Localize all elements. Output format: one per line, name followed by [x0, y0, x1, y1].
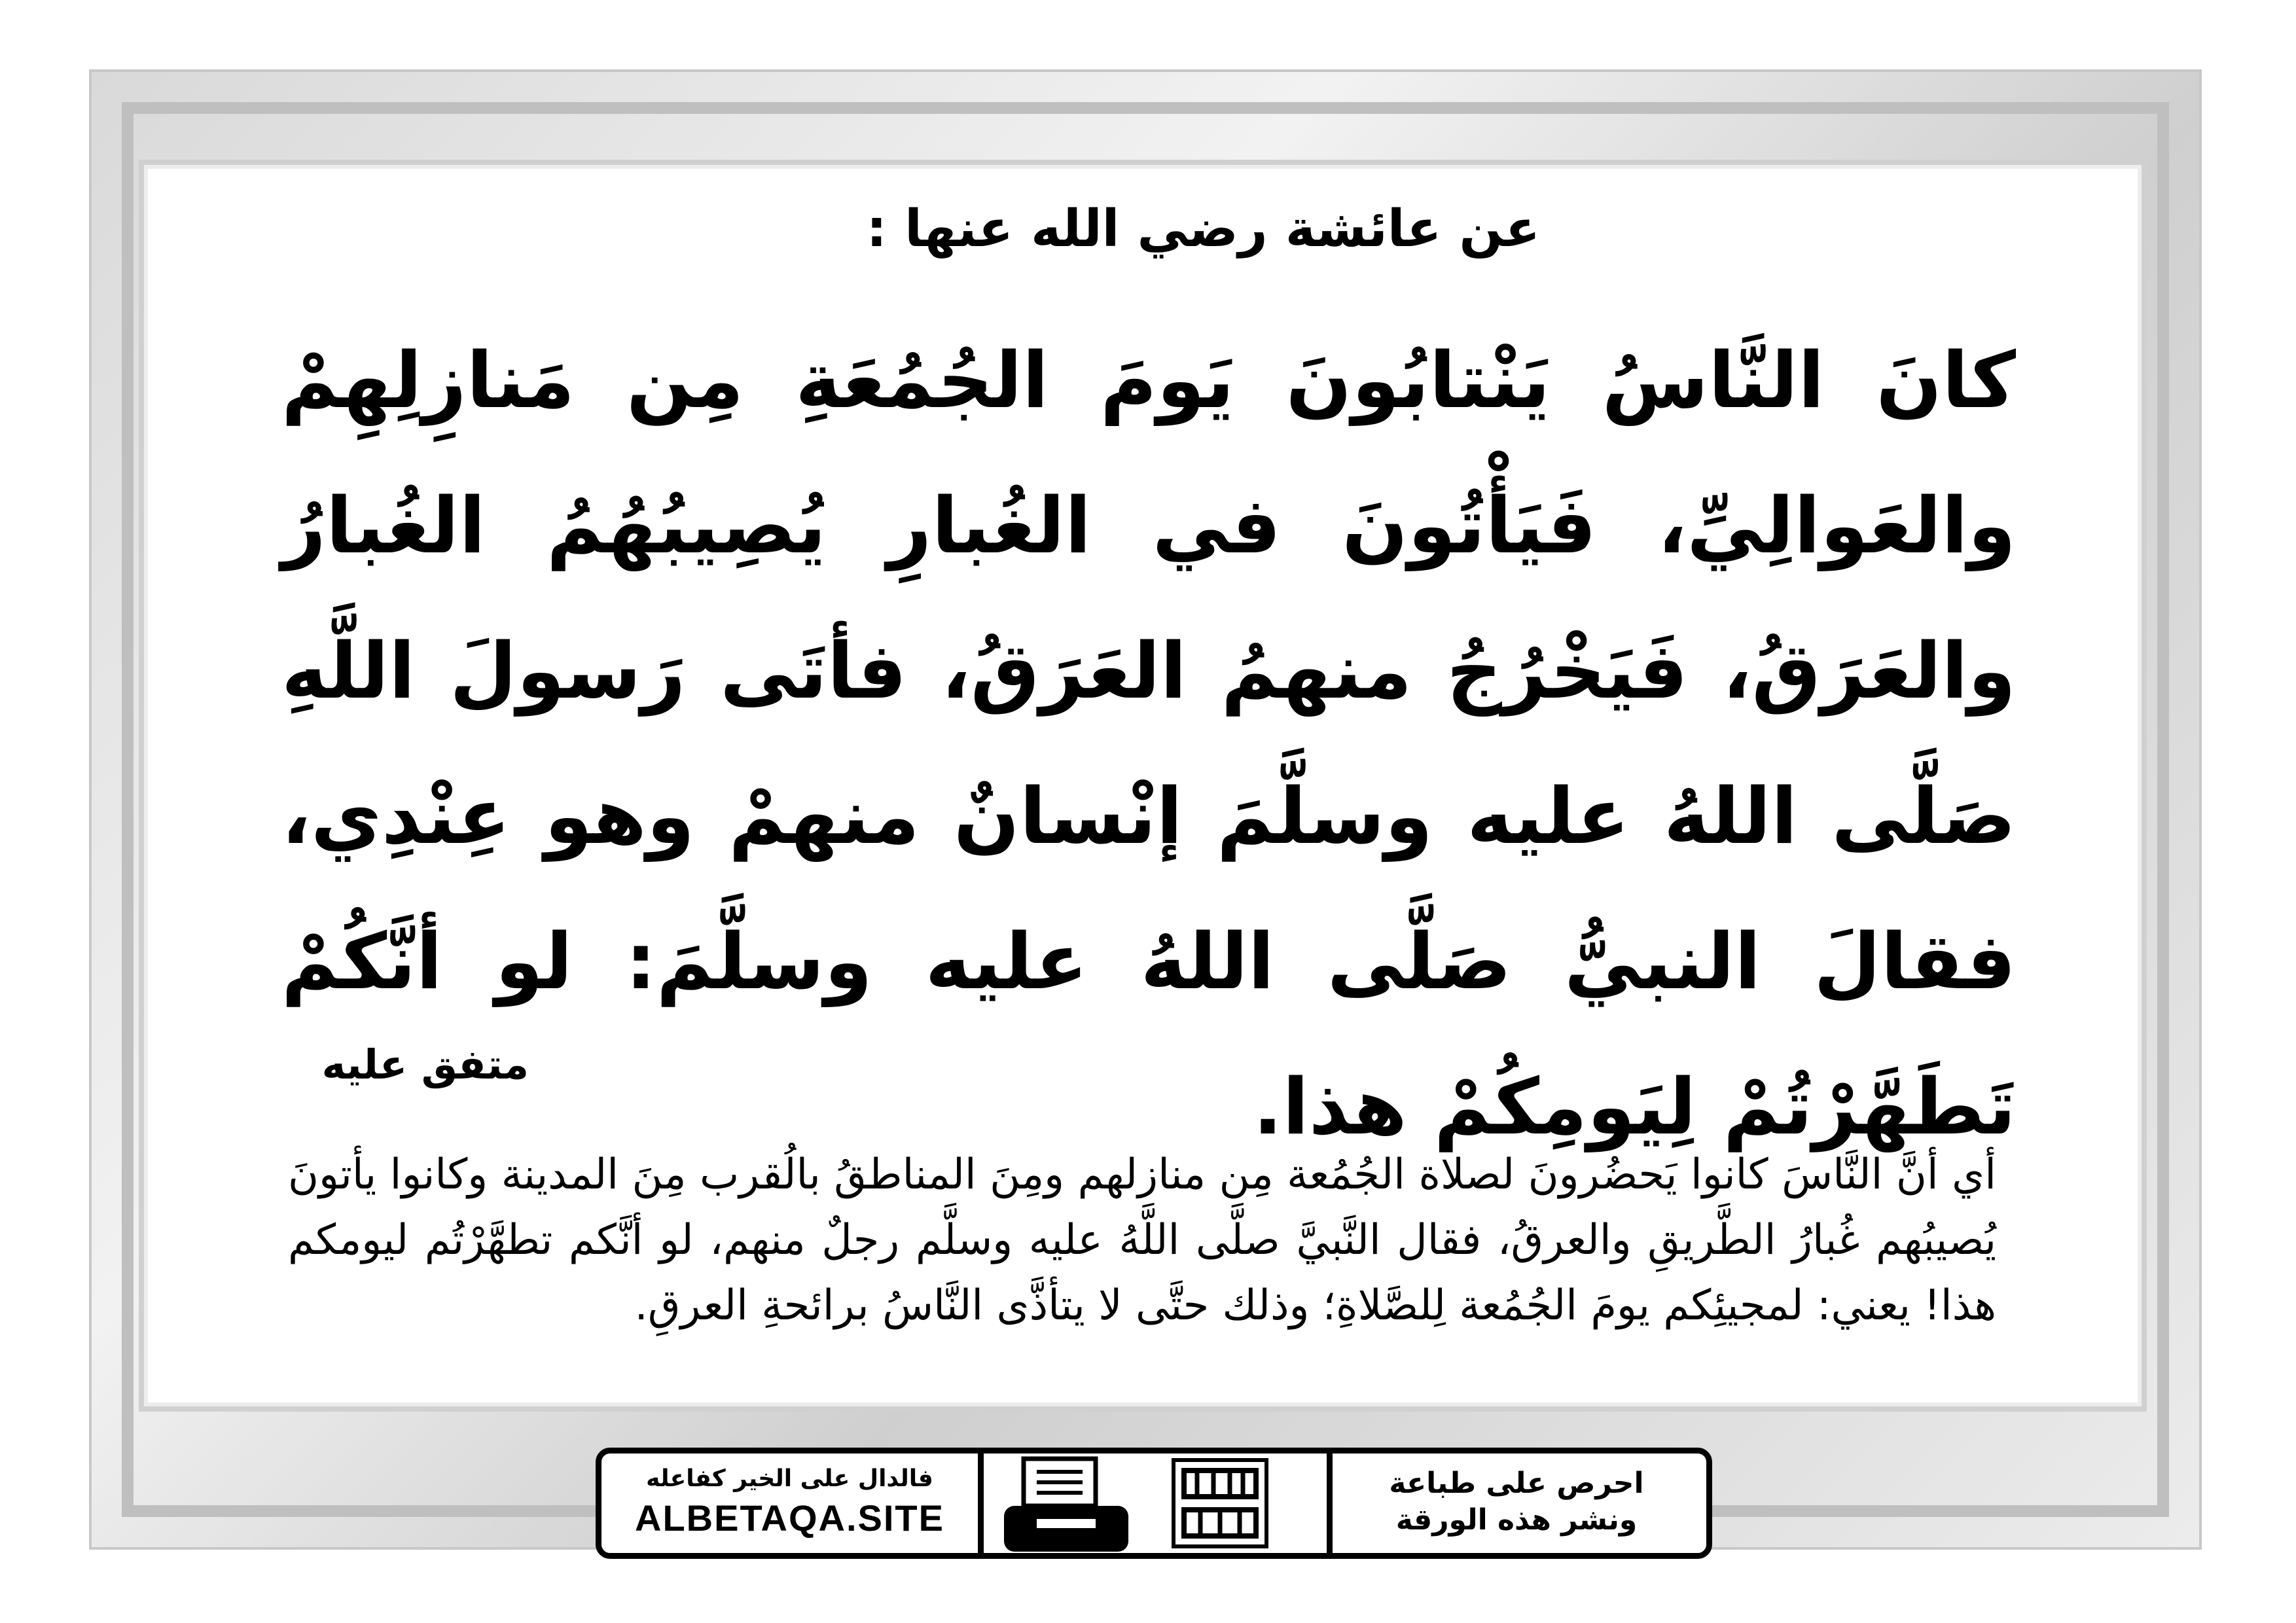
- footer-divider: [978, 1454, 984, 1553]
- print-note-line1: احرص على طباعة: [1389, 1467, 1644, 1500]
- hadith-source: متفق عليه: [321, 1041, 529, 1088]
- footer-bar: [596, 1448, 1712, 1559]
- hadith-text: كانَ النَّاسُ يَنْتابُونَ يَومَ الجُمُعَةِ مِن مَنازِلِهِمْ والعَوالِيِّ، فَيَأْتُونَ في الغُبارِ يُصِيبُهُمُ الغُبارُ والعَرَقُ، فَيَخْرُجُ منهمُ العَرَقُ، فأتَى رَسولَ اللَّهِ صَلَّى اللهُ عليه وسلَّمَ إنْسانٌ منهمْ وهو عِنْدِي، فقالَ النبيُّ صَلَّى اللهُ عليه وسلَّمَ: لو أنَّكُمْ تَطَهَّرْتُمْ لِيَومِكُمْ هذا.: [281, 335, 2016, 1152]
- hadith-narrator-heading: عن عائشة رضي الله عنها :: [866, 200, 1540, 259]
- footer-website-link[interactable]: ALBETAQA.SITE: [635, 1497, 944, 1539]
- footer-tagline: فالدال على الخير كفاعله: [646, 1465, 933, 1492]
- footer-print-note: [1327, 1454, 1706, 1553]
- dawat-alwaraqa-logo: [1171, 1457, 1269, 1549]
- footer-website-box: [601, 1454, 978, 1553]
- hadith-explanation: أي أنَّ النَّاسَ كانوا يَحضُرونَ لصلاة الجُمُعة مِن منازلهم ومِنَ المناطقُ بالُقرب مِنَ المدينة وكانوا يأتونَ يُصيبُهم غُبارُ الطَّريقِ والعرقُ، فقال النَّبيَّ صلَّى اللَّهُ عليه وسلَّم رجلٌ منهم، لو أنَّكم تطهَّرْتُم ليومكم هذا! يعني: لمجيئِكم يومَ الجُمُعة لِلصَّلاةِ؛ وذلك حتَّى لا يتأذَّى النَّاسُ برائحةِ العرقِ.: [288, 1150, 1996, 1330]
- printer-icon: [1001, 1454, 1132, 1558]
- print-note-line2: ونشر هذه الورقة: [1395, 1503, 1638, 1537]
